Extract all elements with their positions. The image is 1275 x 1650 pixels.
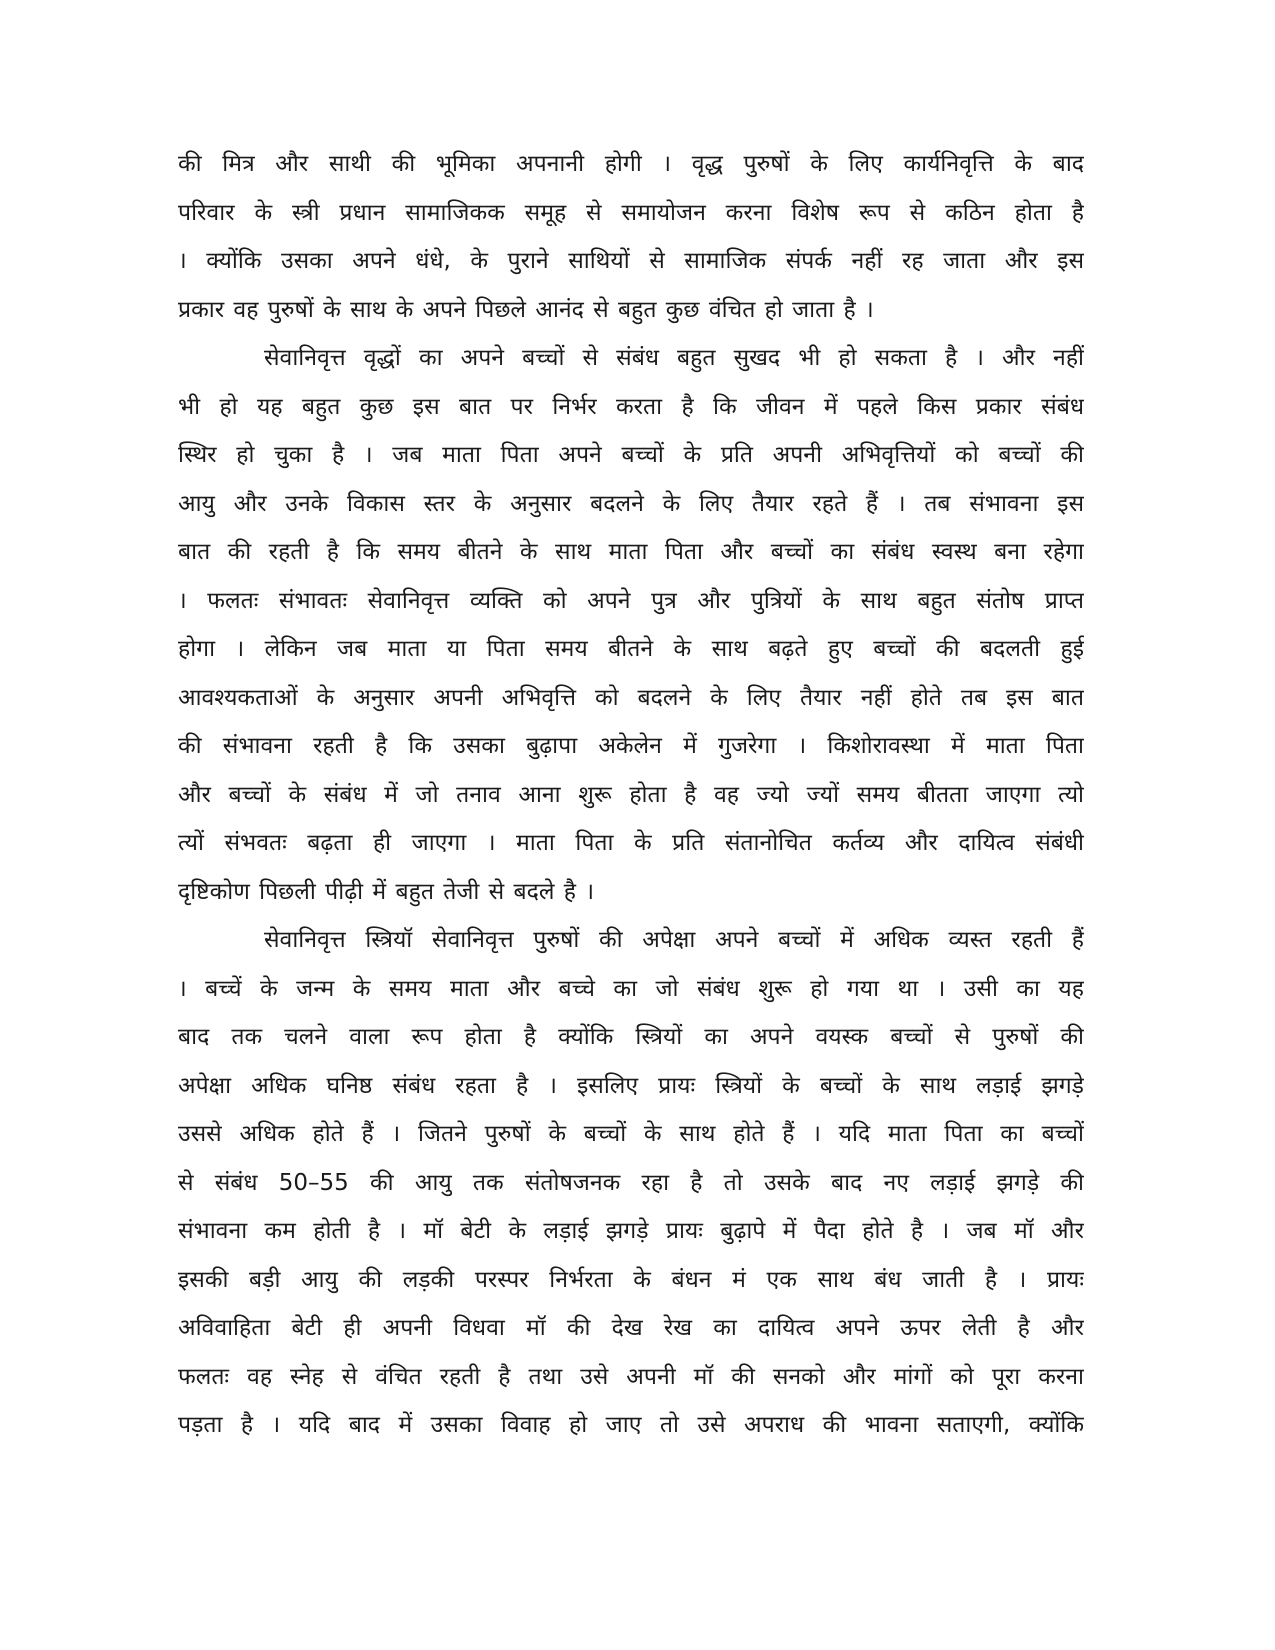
text-line: उससे अधिक होते हैं । जितने पुरुषों के बच्चों के साथ होते हैं । यदि माता पिता का बच्चों <box>178 1121 1084 1147</box>
text-line: बाद तक चलने वाला रूप होता है क्योंकि स्त्रियों का अपने वयस्क बच्चों से पुरुषों की <box>178 1024 1084 1050</box>
text-line: की संभावना रहती है कि उसका बुढ़ापा अकेलेन में गुजरेगा । किशोरावस्था में माता पिता <box>178 733 1084 759</box>
text-line: । क्योंकि उसका अपने धंधे, के पुराने साथियों से सामाजिक संपर्क नहीं रह जाता और इस <box>178 248 1084 274</box>
body-text <box>178 140 1084 1450</box>
text-line: अविवाहिता बेटी ही अपनी विधवा मॉ की देख रेख का दायित्व अपने ऊपर लेती है और <box>178 1315 1084 1341</box>
text-line: पड़ता है । यदि बाद में उसका विवाह हो जाए तो उसे अपराध की भावना सताएगी, क्योंकि <box>178 1412 1084 1438</box>
text-line: । बच्चें के जन्म के समय माता और बच्चे का जो संबंध शुरू हो गया था । उसी का यह <box>178 975 1084 1002</box>
text-line: अपेक्षा अधिक घनिष्ठ संबंध रहता है । इसलिए प्रायः स्त्रियों के बच्चों के साथ लड़ाई झगड़े <box>178 1072 1084 1099</box>
text-line: परिवार के स्त्री प्रधान सामाजिकक समूह से समायोजन करना विशेष रूप से कठिन होता है <box>178 199 1084 226</box>
text-line: संभावना कम होती है । मॉ बेटी के लड़ाई झगड़े प्रायः बुढ़ापे में पैदा होते है । जब मॉ और <box>178 1218 1084 1244</box>
text-line: दृष्टिकोण पिछली पीढ़ी में बहुत तेजी से बदले है । <box>178 878 595 905</box>
text-line: प्रकार वह पुरुषों के साथ के अपने पिछले आनंद से बहुत कुछ वंचित हो जाता है । <box>178 296 874 323</box>
text-line: त्यों संभवतः बढ़ता ही जाएगा । माता पिता के प्रति संतानोचित कर्तव्य और दायित्व संबंधी <box>178 830 1084 856</box>
text-line: आवश्यकताओं के अनुसार अपनी अभिवृत्ति को बदलने के लिए तैयार नहीं होते तब इस बात <box>178 684 1084 711</box>
text-line: बात की रहती है कि समय बीतने के साथ माता पिता और बच्चों का संबंध स्वस्थ बना रहेगा <box>178 539 1084 565</box>
text-line: की मित्र और साथी की भूमिका अपनानी होगी । वृद्ध पुरुषों के लिए कार्यनिवृत्ति के बाद <box>178 151 1084 177</box>
text-line: से संबंध 50–55 की आयु तक संतोषजनक रहा है तो उसके बाद नए लड़ाई झगड़े की <box>178 1169 1084 1196</box>
text-line: स्थिर हो चुका है । जब माता पिता अपने बच्चों के प्रति अपनी अभिवृत्तियों को बच्चों की <box>178 442 1084 468</box>
paragraph-start-line: सेवानिवृत्त वृद्धों का अपने बच्चों से संबंध बहुत सुखद भी हो सकता है । और नहीं <box>264 345 1084 371</box>
paragraph-start-line: सेवानिवृत्त स्त्रियॉ सेवानिवृत्त पुरुषों की अपेक्षा अपने बच्चों में अधिक व्यस्त रहती हैं <box>264 927 1084 953</box>
text-line: और बच्चों के संबंध में जो तनाव आना शुरू होता है वह ज्यो ज्यों समय बीतता जाएगा त्यो <box>178 781 1084 808</box>
text-line: होगा । लेकिन जब माता या पिता समय बीतने के साथ बढ़ते हुए बच्चों की बदलती हुई <box>178 636 1084 662</box>
text-line: । फलतः संभावतः सेवानिवृत्त व्यक्ति को अपने पुत्र और पुत्रियों के साथ बहुत संतोष प्राप्त <box>178 587 1084 614</box>
text-line: फलतः वह स्नेह से वंचित रहती है तथा उसे अपनी मॉ की सनको और मांगों को पूरा करना <box>178 1363 1084 1390</box>
text-line: भी हो यह बहुत कुछ इस बात पर निर्भर करता है कि जीवन में पहले किस प्रकार संबंध <box>178 393 1084 420</box>
text-line: इसकी बड़ी आयु की लड़की परस्पर निर्भरता के बंधन मं एक साथ बंध जाती है । प्रायः <box>178 1266 1084 1293</box>
text-line: आयु और उनके विकास स्तर के अनुसार बदलने के लिए तैयार रहते हैं । तब संभावना इस <box>178 490 1084 517</box>
